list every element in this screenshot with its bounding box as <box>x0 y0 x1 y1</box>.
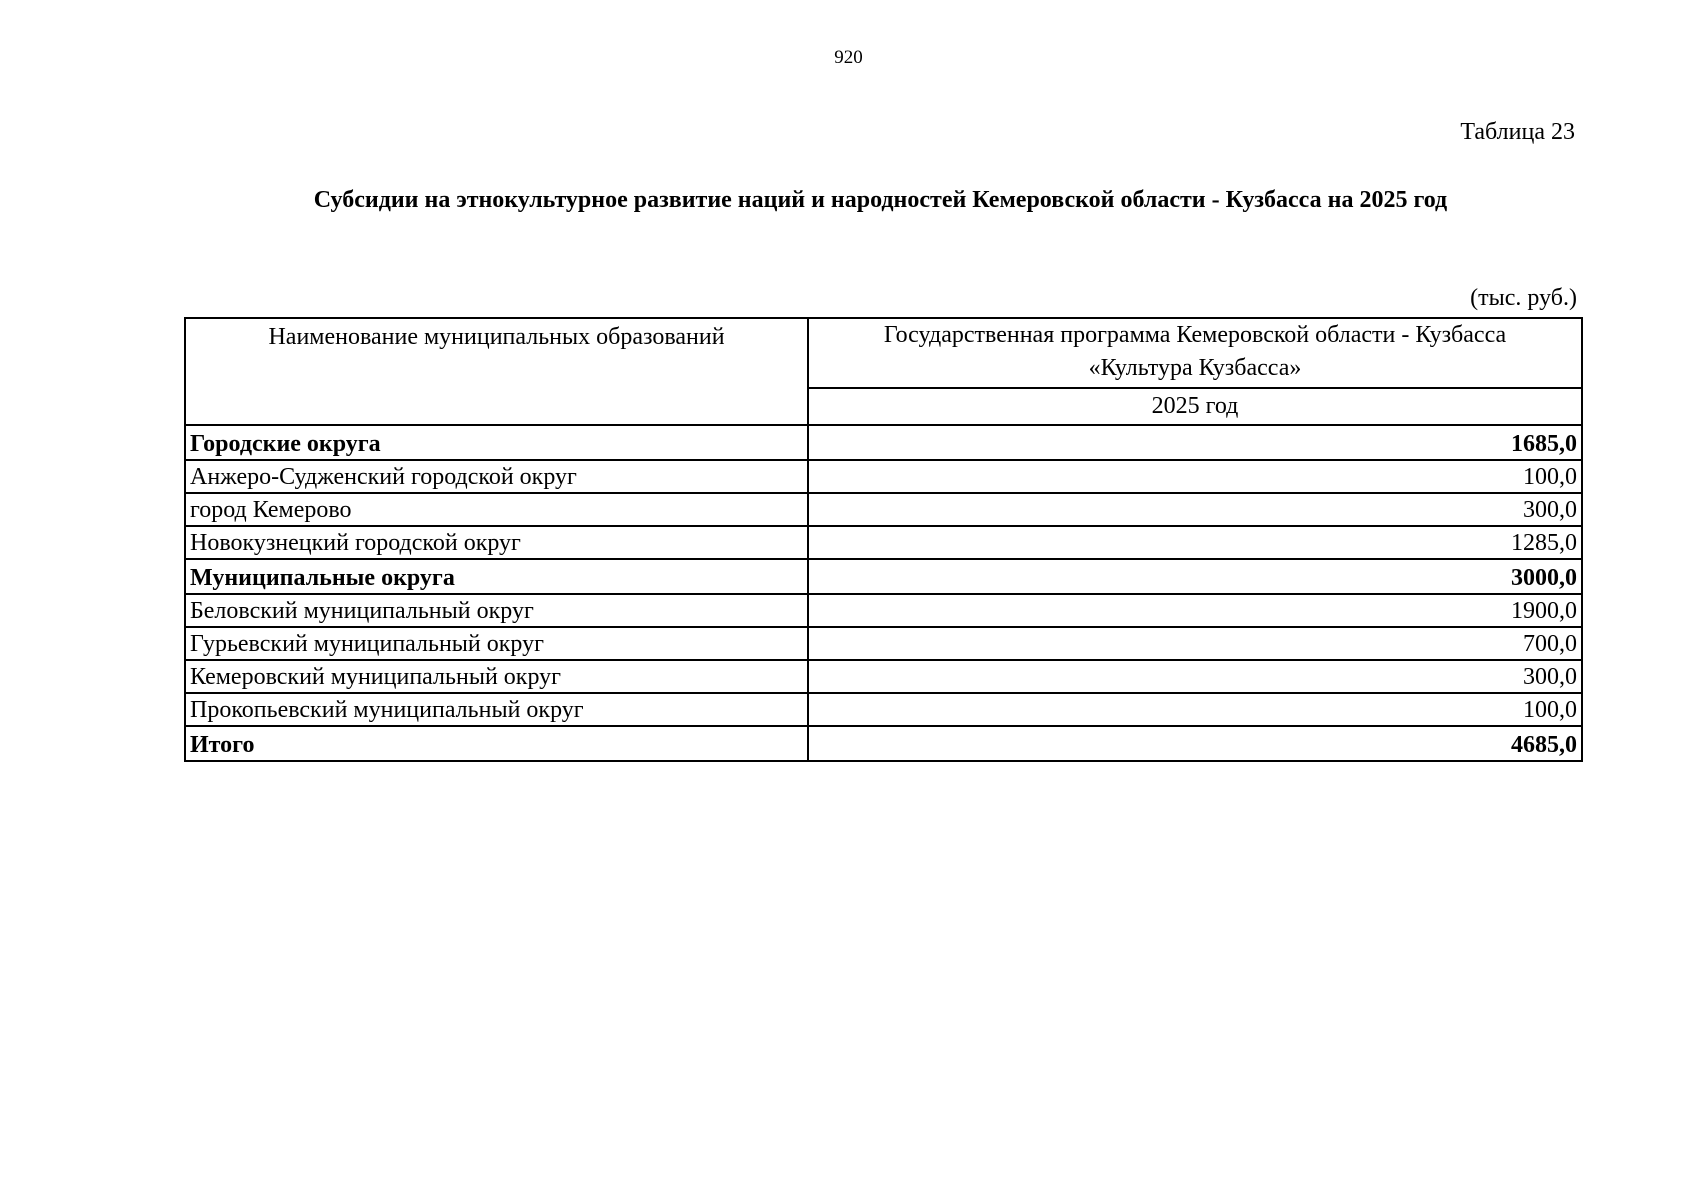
subsidy-value-cell: 100,0 <box>808 693 1582 726</box>
table-row <box>185 627 1582 660</box>
table-body <box>185 425 1582 761</box>
table-row <box>185 693 1582 726</box>
table-label: Таблица 23 <box>1460 119 1575 145</box>
subsidy-value-cell: 100,0 <box>808 460 1582 493</box>
subsidy-value-cell: 300,0 <box>808 493 1582 526</box>
subsidy-value-cell: 4685,0 <box>808 726 1582 761</box>
table-row <box>185 425 1582 460</box>
subsidy-value-cell: 3000,0 <box>808 559 1582 594</box>
table-row <box>185 726 1582 761</box>
header-program <box>808 318 1582 388</box>
document-title: Субсидии на этнокультурное развитие наций и народностей Кемеровской области - Кузбасса на 2025 год <box>313 187 1448 213</box>
municipality-name-cell: Гурьевский муниципальный округ <box>185 627 808 660</box>
municipality-name-cell: Беловский муниципальный округ <box>185 594 808 627</box>
page-number: 920 <box>834 47 863 68</box>
municipality-name-cell: Городские округа <box>185 425 808 460</box>
subsidy-value-cell: 1900,0 <box>808 594 1582 627</box>
table-row <box>185 493 1582 526</box>
header-municipality-name: Наименование муниципальных образований <box>185 318 808 425</box>
municipality-name-cell: Итого <box>185 726 808 761</box>
table-row <box>185 526 1582 559</box>
header-program-line1: Государственная программа Кемеровской области - Кузбасса <box>883 322 1507 348</box>
subsidies-table <box>184 317 1583 762</box>
subsidy-value-cell: 300,0 <box>808 660 1582 693</box>
table-row <box>185 594 1582 627</box>
table-row <box>185 660 1582 693</box>
subsidy-value-cell: 1285,0 <box>808 526 1582 559</box>
table-row <box>185 559 1582 594</box>
subsidy-value-cell: 1685,0 <box>808 425 1582 460</box>
subsidy-value-cell: 700,0 <box>808 627 1582 660</box>
municipality-name-cell: Анжеро-Судженский городской округ <box>185 460 808 493</box>
table-row <box>185 460 1582 493</box>
units-label: (тыс. руб.) <box>1470 285 1577 311</box>
header-year: 2025 год <box>808 388 1582 425</box>
header-program-line2: «Культура Кузбасса» <box>1088 355 1302 381</box>
municipality-name-cell: Прокопьевский муниципальный округ <box>185 693 808 726</box>
municipality-name-cell: Кемеровский муниципальный округ <box>185 660 808 693</box>
municipality-name-cell: Муниципальные округа <box>185 559 808 594</box>
municipality-name-cell: город Кемерово <box>185 493 808 526</box>
municipality-name-cell: Новокузнецкий городской округ <box>185 526 808 559</box>
